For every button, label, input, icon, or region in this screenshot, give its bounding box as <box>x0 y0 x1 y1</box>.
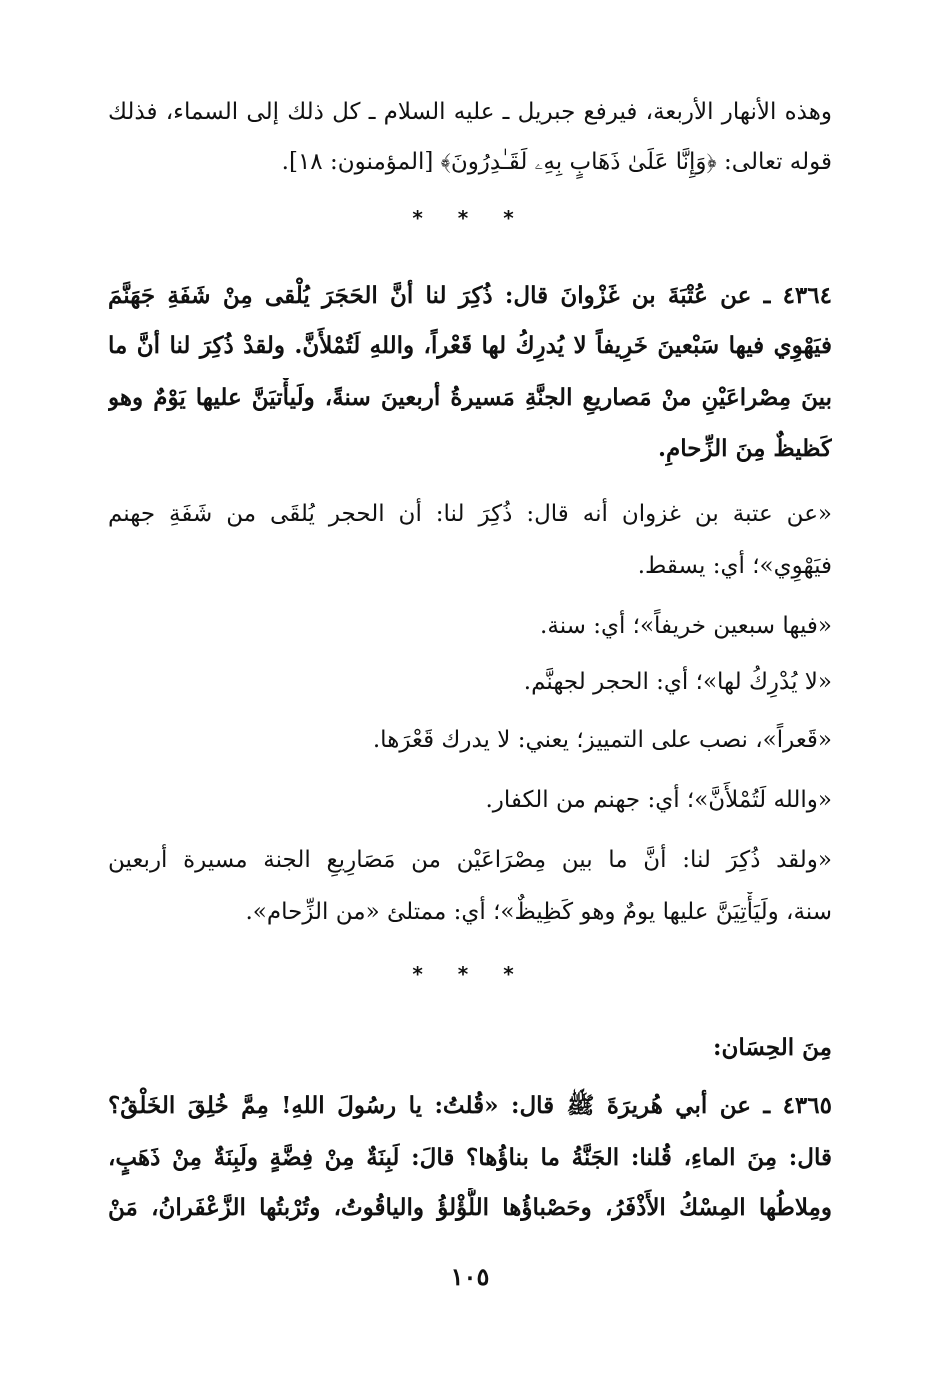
section-separator: * * * <box>412 962 528 986</box>
commentary-p1-line-1: «عن عتبة بن غزوان أنه قال: ذُكِرَ لنا: أن الحجر يُلقَى من شَفَةِ جهنم <box>108 501 832 527</box>
section-heading: مِنَ الحِسَان: <box>713 1034 832 1061</box>
hadith-4365-line-3: ومِلاطُها المِسْكُ الأَذْفَرُ، وحَصْباؤُها اللُّؤْلؤُ والياقُوتُ، وتُرْبتُها الزَّعْفَرانُ، مَنْ <box>108 1194 832 1221</box>
intro-line-2: قوله تعالى: ﴿وَإِنَّا عَلَىٰ ذَهَابٍ بِهِۦ لَقَـٰدِرُونَ﴾ [المؤمنون: ١٨]. <box>281 149 832 175</box>
section-separator: * * * <box>412 206 528 230</box>
hadith-4364-line-1: ٤٣٦٤ ـ عن عُتْبَةَ بن غَزْوانَ قال: ذُكِرَ لنا أنَّ الحَجَرَ يُلْقى مِنْ شَفَةِ جَهَنَّمَ <box>108 282 832 309</box>
commentary-p2: «فيها سبعين خريفاً»؛ أي: سنة. <box>540 613 832 639</box>
intro-line-1: وهذه الأنهار الأربعة، فيرفع جبريل ـ عليه السلام ـ كل ذلك إلى السماء، فذلك <box>108 99 832 125</box>
page-number: ١٠٥ <box>450 1262 490 1291</box>
commentary-p6-line-2: سنة، ولَيَأْتِيَنَّ عليها يومٌ وهو كَظِيظٌ»؛ أي: ممتلئ «من الزِّحام». <box>245 899 832 925</box>
commentary-p1-line-2: فيَهْوِي»؛ أي: يسقط. <box>637 553 832 579</box>
hadith-4365-line-2: قال: مِنَ الماءِ، قُلنا: الجَنَّةُ ما بناؤُها؟ قالَ: لَبِنَةٌ مِنْ فِضَّةٍ ولَبِنَةٌ مِنْ ذَهَبٍ، <box>108 1144 832 1171</box>
hadith-4364-line-3: بينَ مِصْراعَيْنِ منْ مَصاريعِ الجنَّةِ مَسيرةُ أربعينَ سنةً، ولَيأْتيَنَّ عليها يَوْمٌ وهو <box>108 384 832 411</box>
commentary-p3: «لا يُدْرِكُ لها»؛ أي: الحجر لجهنَّم. <box>523 669 832 695</box>
hadith-4364-line-2: فيَهْوِي فيها سَبْعينَ خَرِيفاً لا يُدرِكُ لها قَعْراً، واللهِ لَتُمْلأَنَّ. ولقدْ ذُكِرَ لنا أنَّ ما <box>108 332 832 359</box>
hadith-4365-line-1: ٤٣٦٥ ـ عن أبي هُريرَةَ ﷺ قال: «قُلتُ: يا رسُولَ اللهِ! مِمَّ خُلِقَ الخَلْقُ؟ <box>108 1092 832 1119</box>
commentary-p5: «والله لَتُمْلأَنَّ»؛ أي: جهنم من الكفار. <box>485 787 832 813</box>
hadith-4364-line-4: كَظيظٌ مِنَ الزِّحامِ. <box>658 435 832 462</box>
commentary-p6-line-1: «ولقد ذُكِرَ لنا: أنَّ ما بين مِصْرَاعَيْن من مَصَارِيعِ الجنة مسيرة أربعين <box>108 847 832 873</box>
commentary-p4: «قَعراً»، نصب على التمييز؛ يعني: لا يدرك قَعْرَها. <box>372 727 832 753</box>
